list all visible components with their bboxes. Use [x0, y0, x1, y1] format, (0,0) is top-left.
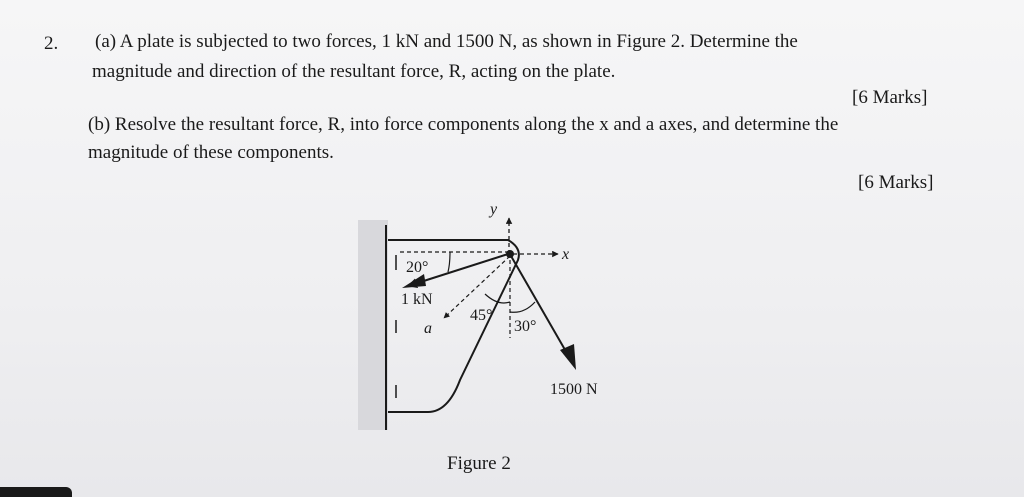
angle-20-label: 20° [406, 259, 429, 276]
force-1kn-label: 1 kN [401, 291, 433, 308]
screen-edge-bar [0, 487, 72, 497]
question-number: 2. [44, 33, 59, 54]
figure-2-diagram [340, 190, 640, 440]
figure-caption: Figure 2 [447, 453, 511, 474]
part-a-line-2: magnitude and direction of the resultant force, R, acting on the plate. [92, 61, 616, 82]
angle-45-label: 45° [470, 307, 493, 324]
part-b-line-1: (b) Resolve the resultant force, R, into force components along the x and a axes, and determine the [88, 114, 839, 135]
force-1kn-arrowhead [402, 274, 426, 288]
y-axis-label: y [490, 201, 498, 218]
angle-arc-30 [510, 302, 535, 312]
part-a-line-1: (a) A plate is subjected to two forces, 1 kN and 1500 N, as shown in Figure 2. Determine the [95, 31, 798, 52]
a-axis-label: a [424, 320, 432, 337]
angle-30-label: 30° [514, 318, 537, 335]
angle-arc-20 [448, 252, 450, 272]
force-1500n-arrow [511, 256, 568, 355]
part-b-marks: [6 Marks] [858, 172, 934, 193]
angle-arc-45 [485, 294, 510, 303]
pin-point [506, 250, 514, 258]
force-1500n-label: 1500 N [550, 381, 598, 398]
part-a-marks: [6 Marks] [852, 87, 928, 108]
wall-support [358, 220, 396, 430]
x-axis-label: x [562, 246, 570, 263]
force-1500n-arrowhead [560, 344, 576, 370]
part-b-line-2: magnitude of these components. [88, 142, 334, 163]
